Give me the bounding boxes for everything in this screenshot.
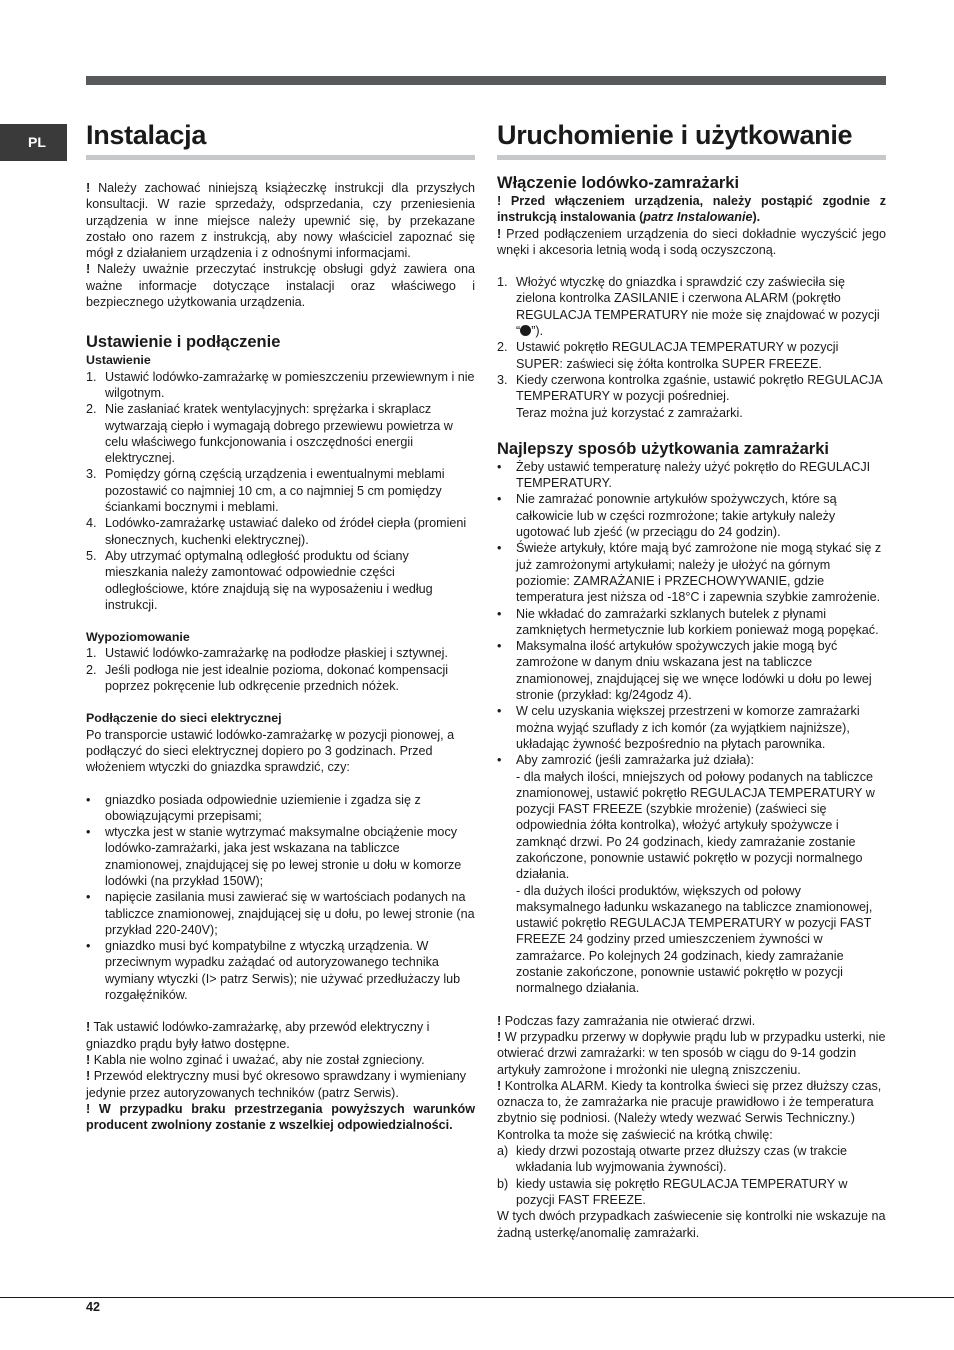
list-item: 1. Ustawić lodówko-zamrażarkę na podłodze płaskiej i sztywnej. xyxy=(86,646,448,661)
list-item: 5. Aby utrzymać optymalną odległość produktu od ściany mieszkania należy zamontować odpowiednie części odległościowe, które znajdują się na wyposażeniu i według instrukcji. xyxy=(86,548,433,612)
best-usage-heading: Najlepszy sposób użytkowania zamrażarki xyxy=(497,439,829,458)
list-item: 2. Ustawić pokrętło REGULACJA TEMPERATURY w pozycji SUPER: zaświeci się żółta kontrolka SUPER FREEZE. xyxy=(497,340,839,371)
startup-steps xyxy=(497,274,886,421)
list-item: 2. Nie zasłaniać kratek wentylacyjnych: sprężarka i skraplacz wytwarzają ciepło i wymagają dobrego przewiewu powietrza w celu właściwego funkcjonowania i oszczędności energii elektrycznej. xyxy=(86,402,453,466)
installation-column xyxy=(86,116,475,1133)
page-number: 42 xyxy=(86,1300,101,1314)
note-doors: ! Podczas fazy zamrażania nie otwierać drzwi. xyxy=(497,1013,756,1028)
list-item: • Nie wkładać do zamrażarki szklanych butelek z płynami zamkniętych hermetycznie lub korkiem ponieważ mogą popękać. xyxy=(497,606,879,637)
list-item: a) kiedy drzwi pozostają otwarte przez dłuższy czas (w trakcie wkładania lub wyjmowania żywności). xyxy=(497,1144,848,1175)
list-item: 2. Jeśli podłoga nie jest idealnie pozioma, dokonać kompensacji poprzez pokręcenie lub odkręcenie przednich nóżek. xyxy=(86,662,449,694)
leveling-subheading: Wypoziomowanie xyxy=(86,630,190,645)
installation-title: Instalacja xyxy=(86,116,475,160)
list-item: • Aby zamrozić (jeśli zamrażarka już działa): - dla małych ilości, mniejszych od połowy podanych na tabliczce znamionowej, ustawić pokrętło REGULACJA TEMPERATURY w pozycji FAST FREEZE (szybkie mrożenie) (zaświeci się odpowiednia żółta kontrolka), włożyć artykuły spożywcze i zamknąć drzwi. Po 24 godzinach, kiedy zamrażanie zostanie zakończone, ponownie ustawić pokrętło w pozycji normalnego działania. - dla dużych ilości produktów, większych od połowy maksymalnego ładunku wskazanego na tabliczce znamionowej, ustawić pokrętło REGULACJA TEMPERATURY w pozycji FAST FREEZE 24 godziny przed umieszczeniem żywności w zamrażarce. Po kolejnych 24 godzinach, kiedy zamrażanie zostanie zakończone, ponownie ustawić pokrętło w pozycji normalnego działania. xyxy=(497,753,875,996)
liability-warning: ! W przypadku braku przestrzegania powyższych warunków producent zwolniony zostanie z wszelkiej odpowiedzialności. xyxy=(86,1101,475,1133)
top-rule xyxy=(86,76,886,85)
intro-paragraph-2: ! Należy uważnie przeczytać instrukcję obsługi gdyż zawiera ona ważne informacje dotyczące instalacji oraz właściwego i bezpiecznego użytkowania urządzenia. xyxy=(86,262,475,310)
list-item: • gniazdko posiada odpowiednie uziemienie i zgadza się z obowiązującymi przepisami; xyxy=(86,792,421,823)
intro-paragraph-1: ! Należy zachować niniejszą książeczkę instrukcji dla przyszłych konsultacji. W razie sprzedaży, odsprzedania, czy przeniesienia urządzenia w inne miejsce należy upewnić się, by przekazane zostało ono razem z instrukcją, aby nowy właściciel zapoznać się mógł z działaniem urządzenia i z odnośnymi informacjami. xyxy=(86,181,475,261)
list-item: 1. Ustawić lodówko-zamrażarkę w pomieszczeniu przewiewnym i nie wilgotnym. xyxy=(86,369,475,400)
switch-on-warning: ! Przed włączeniem urządzenia, należy postąpić zgodnie z instrukcją instalowania (patrz Instalowanie). xyxy=(497,194,886,225)
list-item: b) kiedy ustawia się pokrętło REGULACJA TEMPERATURY w pozycji FAST FREEZE. xyxy=(497,1176,848,1207)
placement-subheading: Ustawienie xyxy=(86,353,151,368)
list-item: • wtyczka jest w stanie wytrzymać maksymalne obciążenie mocy lodówko-zamrażarki, jaka jest wskazana na tabliczce znamionowej, znajdującej się po lewej stronie u dołu w komorze lodówki (na przykład 150W); xyxy=(86,825,462,888)
placement-connection-heading: Ustawienie i podłączenie xyxy=(86,333,281,352)
list-item: • Świeże artykuły, które mają być zamrożone nie mogą stykać się z już zamrożonymi artykułami; należy je ułożyć na górnym poziomie: ZAMRAŻANIE i PRZECHOWYWANIE, gdzie temperatura jest niższa od -18°C i zapewnia szybkie zamrożenie. xyxy=(497,541,882,605)
alarm-intro: Kontrolka ta może się zaświecić na krótką chwilę: xyxy=(497,1127,773,1142)
electrical-checklist xyxy=(86,792,475,1004)
footer-rule xyxy=(0,1297,954,1298)
list-item: 1. Włożyć wtyczkę do gniazdka i sprawdzić czy zaświeciła się zielona kontrolka ZASILANIE i czerwona ALARM (pokrętło REGULACJA TEMPERATURY nie może się znajdować w pozycji “ ”). xyxy=(497,275,880,339)
warning-cable-bend: ! Kabla nie wolno zginać i uważać, aby nie został zgnieciony. xyxy=(86,1052,425,1067)
placement-list xyxy=(86,369,475,613)
list-item: • gniazdko musi być kompatybilne z wtyczką urządzenia. W przeciwnym wypadku zażądać od autoryzowanego technika wymiany wtyczki (I> patrz Serwis); nie używać przedłużaczy lub rozgałęźników. xyxy=(86,939,461,1003)
alarm-cases xyxy=(497,1143,886,1208)
list-item: • napięcie zasilania musi zawierać się w wartościach podanych na tabliczce znamionowej, znajdującej się u dołu, po lewej stronie (na przykład 220-240V); xyxy=(86,890,475,937)
list-item: 3. Pomiędzy górną częścią urządzenia i ewentualnymi meblami pozostawić co najmniej 10 cm, a co najmniej 5 cm pomiędzy ściankami bocznymi i meblami. xyxy=(86,467,445,515)
list-item: • Żeby ustawić temperaturę należy użyć pokrętło do REGULACJI TEMPERATURY. xyxy=(497,459,871,491)
warning-cable-access: ! Tak ustawić lodówko-zamrażarkę, aby przewód elektryczny i gniazdko prądu były łatwo dostępne. xyxy=(86,1020,430,1051)
list-item: 3. Kiedy czerwona kontrolka zgaśnie, ustawić pokrętło REGULACJA TEMPERATURY w pozycji pośredniej. Teraz można już korzystać z zamrażarki. xyxy=(497,372,883,420)
list-item: • W celu uzyskania większej przestrzeni w komorze zamrażarki można wyjąć szuflady z ich komór (za wyjątkiem najniższe), układając żywność bezpośrednio na płytach parownika. xyxy=(497,704,860,751)
warning-cable-check: ! Przewód elektryczny musi być okresowo sprawdzany i wymieniany jedynie przez autoryzowanych techników (patrz Serwis). xyxy=(86,1069,467,1100)
list-item: • Maksymalna ilość artykułów spożywczych jakie mogą być zamrożone w danym dniu wskazana jest na tabliczce znamionowej, znajdującej się we wnęce lodówki u dołu po lewej stronie (przykład: kg/24godz 4). xyxy=(497,639,872,703)
switch-on-heading: Włączenie lodówko-zamrażarki xyxy=(497,174,740,192)
black-dot-icon xyxy=(520,325,531,336)
language-tab: PL xyxy=(0,124,67,161)
startup-usage-column xyxy=(497,116,886,1241)
leveling-list xyxy=(86,645,475,694)
alarm-outro: W tych dwóch przypadkach zaświecenie się kontrolki nie wskazuje na żadną usterkę/anomalię zamrażarki. xyxy=(497,1209,886,1240)
startup-usage-title: Uruchomienie i użytkowanie xyxy=(497,116,886,160)
note-power-outage: ! W przypadku przerwy w dopływie prądu lub w przypadku usterki, nie otwierać drzwi zamrażarki: w ten sposób w ciągu do 9-14 godzin artykuły zamrożone i mrożonki nie ulegną zniszczeniu. xyxy=(497,1029,886,1077)
electrical-subheading: Podłączenie do sieci elektrycznej xyxy=(86,711,282,726)
cleaning-warning: ! Przed podłączeniem urządzenia do sieci dokładnie wyczyścić jego wnęki i akcesoria letnią wodą i sodą oczyszczoną. xyxy=(497,226,886,257)
electrical-intro: Po transporcie ustawić lodówko-zamrażarkę w pozycji pionowej, a podłączyć do sieci elektrycznej dopiero po 3 godzinach. Przed włożeniem wtyczki do gniazdka sprawdzić, czy: xyxy=(86,727,455,775)
list-item: • Nie zamrażać ponownie artykułów spożywczych, które są całkowicie lub w części rozmrożone; takie artykuły należy ugotować lub zjeść (w przeciągu do 24 godzin). xyxy=(497,492,837,540)
list-item: 4. Lodówko-zamrażarkę ustawiać daleko od źródeł ciepła (promieni słonecznych, kuchenki elektrycznej). xyxy=(86,516,467,547)
usage-tips xyxy=(497,459,886,997)
note-alarm: ! Kontrolka ALARM. Kiedy ta kontrolka świeci się przez dłuższy czas, oznacza to, że zamrażarka nie pracuje prawidłowo i że temperatura zbytnio się podniosi. (Należy wtedy wezwać Serwis Techniczny.) xyxy=(497,1078,882,1126)
